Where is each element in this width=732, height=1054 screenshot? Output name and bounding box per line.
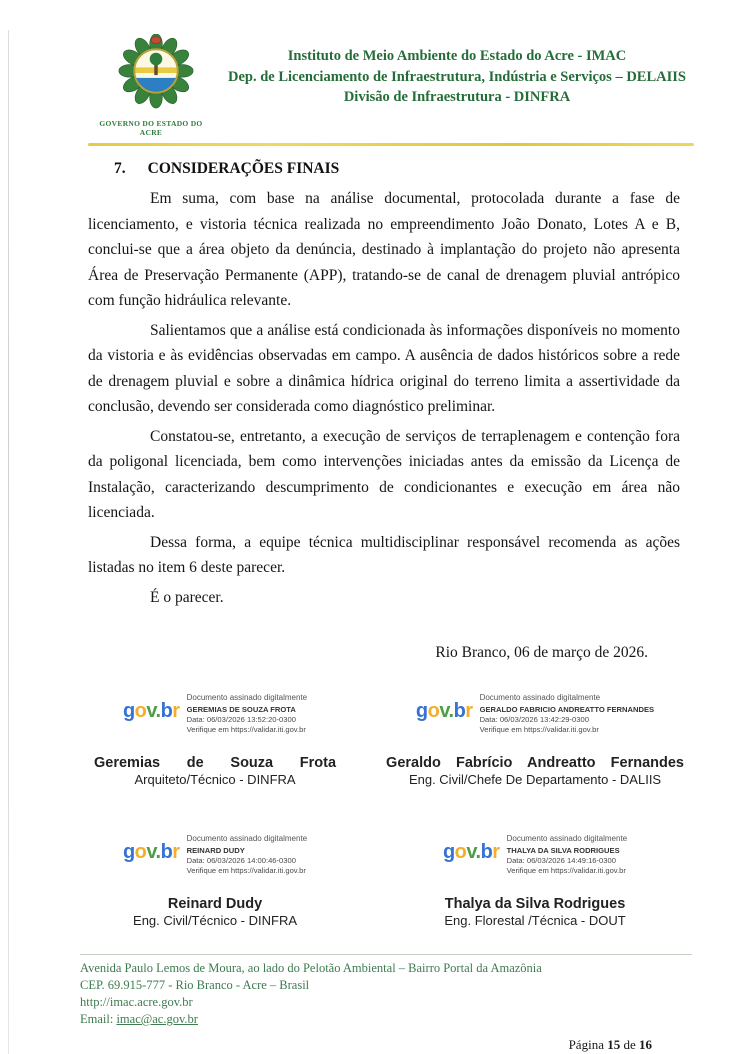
stamp-verify-url: Verifique em https://validar.iti.gov.br [506, 866, 626, 875]
footer-site-url: http://imac.acre.gov.br [80, 995, 193, 1009]
govbr-logo-icon: gov.br [415, 700, 473, 722]
section-number: 7. [114, 160, 126, 177]
signer-name: Reinard Dudy [167, 896, 263, 912]
org-title-line-2: Dep. de Licenciamento de Infraestrutura, Indústria e Serviços – DELAIIS [228, 68, 686, 85]
signer-role: Eng. Civil/Chefe De Departamento - DALIIS [408, 772, 662, 787]
stamp-header: Documento assinado digitalmente [506, 834, 628, 843]
digital-signature-stamp [88, 692, 342, 735]
logo-caption: GOVERNO DO ESTADO DO ACRE [99, 119, 203, 137]
page-current: 15 [607, 1037, 621, 1052]
signature-block [88, 692, 342, 787]
signature-block [88, 833, 342, 928]
signer-name: Geraldo Fabrício Andreatto Fernandes [386, 755, 684, 771]
stamp-date: Data: 06/03/2026 14:00:46-0300 [186, 856, 296, 865]
stamp-signer-name: THALYA DA SILVA RODRIGUES [506, 846, 620, 855]
letterhead-titles [220, 46, 694, 108]
letterhead [92, 30, 694, 137]
footer-cep: CEP. 69.915-777 - Rio Branco - Acre – Brasil [80, 978, 310, 992]
paragraph: Dessa forma, a equipe técnica multidisciplinar responsável recomenda as ações listadas no item 6 deste parecer. [88, 533, 680, 576]
stamp-verify-url: Verifique em https://validar.iti.gov.br [186, 725, 306, 734]
footer-email-line [80, 1011, 692, 1028]
govbr-logo-icon: gov.br [442, 841, 500, 863]
footer-email-link[interactable]: imac@ac.gov.br [116, 1012, 198, 1026]
digital-signature-stamp [88, 833, 342, 876]
govbr-logo-icon: gov.br [122, 841, 180, 863]
stamp-verify-url: Verifique em https://validar.iti.gov.br [479, 725, 599, 734]
signer-role: Eng. Civil/Técnico - DINFRA [133, 913, 298, 928]
body-text [88, 186, 680, 662]
signer-role: Eng. Florestal /Técnica - DOUT [444, 913, 626, 928]
footer-address: Avenida Paulo Lemos de Moura, ao lado do Pelotão Ambiental – Bairro Portal da Amazônia [80, 961, 542, 975]
closing-paragraph: É o parecer. [150, 588, 224, 606]
org-title-line-3: Divisão de Infraestrutura - DINFRA [343, 89, 571, 105]
stamp-header: Documento assinado digitalmente [479, 693, 601, 702]
stamp-header: Documento assinado digitalmente [186, 834, 308, 843]
page-total: 16 [639, 1037, 652, 1052]
page-number: Página 15 de 16 [568, 1037, 652, 1052]
header-divider [88, 143, 694, 146]
document-page [0, 30, 732, 1054]
section-heading [114, 160, 680, 178]
govbr-logo-icon: gov.br [122, 700, 180, 722]
page-footer [80, 954, 692, 1053]
signer-name: Geremias de Souza Frota [94, 755, 337, 771]
stamp-signer-name: GERALDO FABRICIO ANDREATTO FERNANDES [479, 705, 655, 714]
signature-block [380, 692, 690, 787]
stamp-header: Documento assinado digitalmente [186, 693, 308, 702]
stamp-date: Data: 06/03/2026 13:52:20-0300 [186, 715, 296, 724]
digital-signature-stamp [380, 692, 690, 735]
signer-role: Arquiteto/Técnico - DINFRA [134, 772, 296, 787]
acre-coat-of-arms-icon [114, 99, 198, 116]
dateline: Rio Branco, 06 de março de 2026. [435, 644, 648, 661]
digital-signature-stamp [380, 833, 690, 876]
stamp-verify-url: Verifique em https://validar.iti.gov.br [186, 866, 306, 875]
signatures-section [88, 692, 690, 928]
footer-email-label: Email: [80, 1012, 114, 1026]
paragraph: Em suma, com base na análise documental, protocolada durante a fase de licenciamento, e vistoria técnica realizada no empreendimento João Donato, Lotes A e B, conclui-se que a área objeto da denúncia, destinado à implantação do projeto não apresenta Área de Preservação Permanente (APP), tratando-se de canal de drenagem pluvial antrópico com função hidráulica relevante. [88, 190, 680, 309]
scanned-page-edge [8, 30, 9, 1054]
stamp-signer-name: REINARD DUDY [186, 846, 245, 855]
state-logo-block [92, 34, 220, 137]
signature-block [380, 833, 690, 928]
section-title: CONSIDERAÇÕES FINAIS [147, 160, 340, 177]
stamp-date: Data: 06/03/2026 13:42:29-0300 [479, 715, 589, 724]
paragraph: Salientamos que a análise está condicionada às informações disponíveis no momento da vistoria e às evidências observadas em campo. A ausência de dados históricos sobre a rede de drenagem pluvial e sobre a dinâmica hídrica original do terreno limita a assertividade da conclusão, devendo ser considerada como diagnóstico preliminar. [88, 321, 680, 415]
stamp-date: Data: 06/03/2026 14:49:16-0300 [506, 856, 616, 865]
paragraph: Constatou-se, entretanto, a execução de serviços de terraplenagem e contenção fora da poligonal licenciada, bem como intervenções iniciadas antes da emissão da Licença de Instalação, caracterizando descumprimento de condicionantes e execução em área não licenciada. [88, 427, 680, 521]
signer-name: Thalya da Silva Rodrigues [444, 896, 626, 912]
org-title-line-1: Instituto de Meio Ambiente do Estado do Acre - IMAC [287, 48, 627, 64]
stamp-signer-name: GEREMIAS DE SOUZA FROTA [186, 705, 296, 714]
